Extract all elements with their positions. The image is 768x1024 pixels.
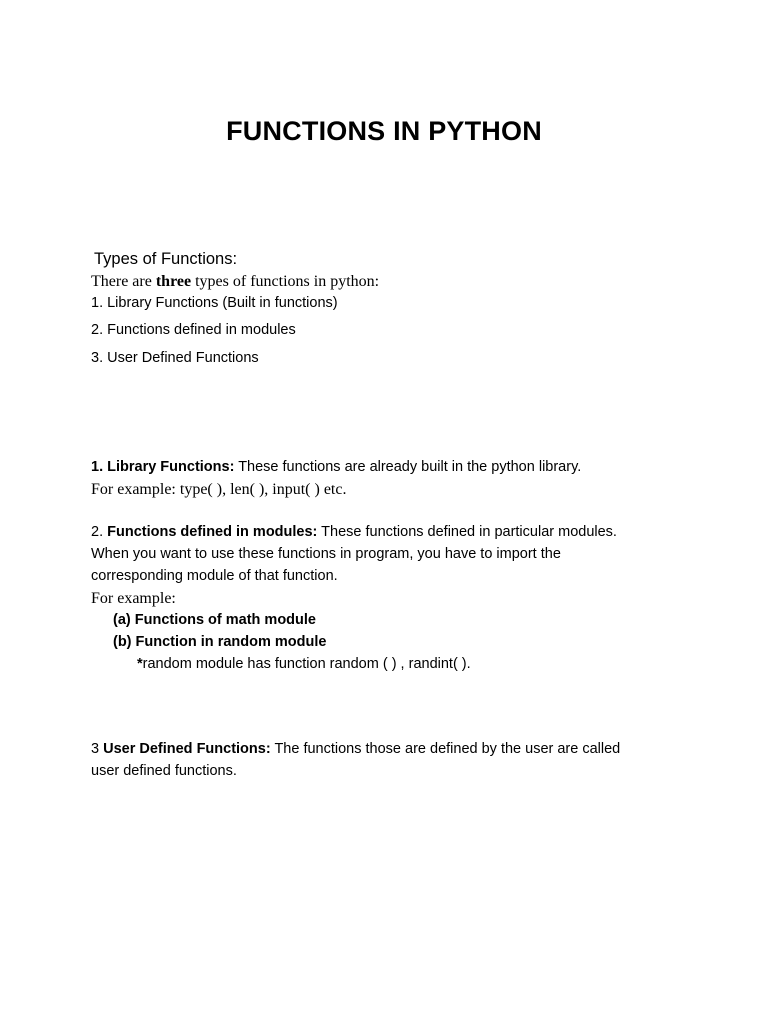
types-intro bbox=[91, 273, 379, 291]
modules-paragraph bbox=[91, 524, 617, 540]
modules-sub-a-text: (a) Functions of math module bbox=[113, 612, 316, 628]
modules-label: Functions defined in modules: bbox=[107, 524, 318, 540]
modules-number: 2. bbox=[91, 524, 108, 540]
modules-sub-b-text: (b) Function in random module bbox=[113, 634, 327, 650]
library-text: These functions are already built in the python library. bbox=[234, 459, 582, 475]
types-intro-suffix: types of functions in python: bbox=[191, 273, 380, 290]
types-intro-prefix: There are bbox=[91, 273, 156, 290]
user-label: User Defined Functions: bbox=[103, 741, 271, 757]
modules-note-text: random module has function random ( ) , randint( ). bbox=[142, 656, 471, 672]
modules-line-3: corresponding module of that function. bbox=[91, 568, 338, 584]
modules-line-2: When you want to use these functions in program, you have to import the bbox=[91, 546, 561, 562]
types-item-3: 3. User Defined Functions bbox=[91, 350, 259, 366]
page-title: FUNCTIONS IN PYTHON bbox=[226, 116, 542, 146]
library-label: 1. Library Functions: bbox=[91, 459, 235, 475]
modules-example: For example: bbox=[91, 590, 176, 607]
modules-note bbox=[137, 656, 471, 672]
library-example: For example: type( ), len( ), input( ) etc. bbox=[91, 481, 347, 498]
types-item-1: 1. Library Functions (Built in functions) bbox=[91, 295, 338, 311]
modules-text: These functions defined in particular modules. bbox=[317, 524, 617, 540]
modules-note-star: * bbox=[137, 656, 143, 672]
types-heading: Types of Functions: bbox=[94, 250, 238, 268]
library-paragraph bbox=[91, 459, 581, 475]
user-text: The functions those are defined by the user are called bbox=[270, 741, 621, 757]
types-intro-bold: three bbox=[155, 273, 192, 290]
user-paragraph bbox=[91, 741, 620, 757]
user-line-2: user defined functions. bbox=[91, 763, 237, 779]
modules-sub-b bbox=[113, 634, 326, 650]
types-item-2: 2. Functions defined in modules bbox=[91, 322, 296, 338]
modules-sub-a bbox=[113, 612, 316, 628]
user-number: 3 bbox=[91, 741, 104, 757]
